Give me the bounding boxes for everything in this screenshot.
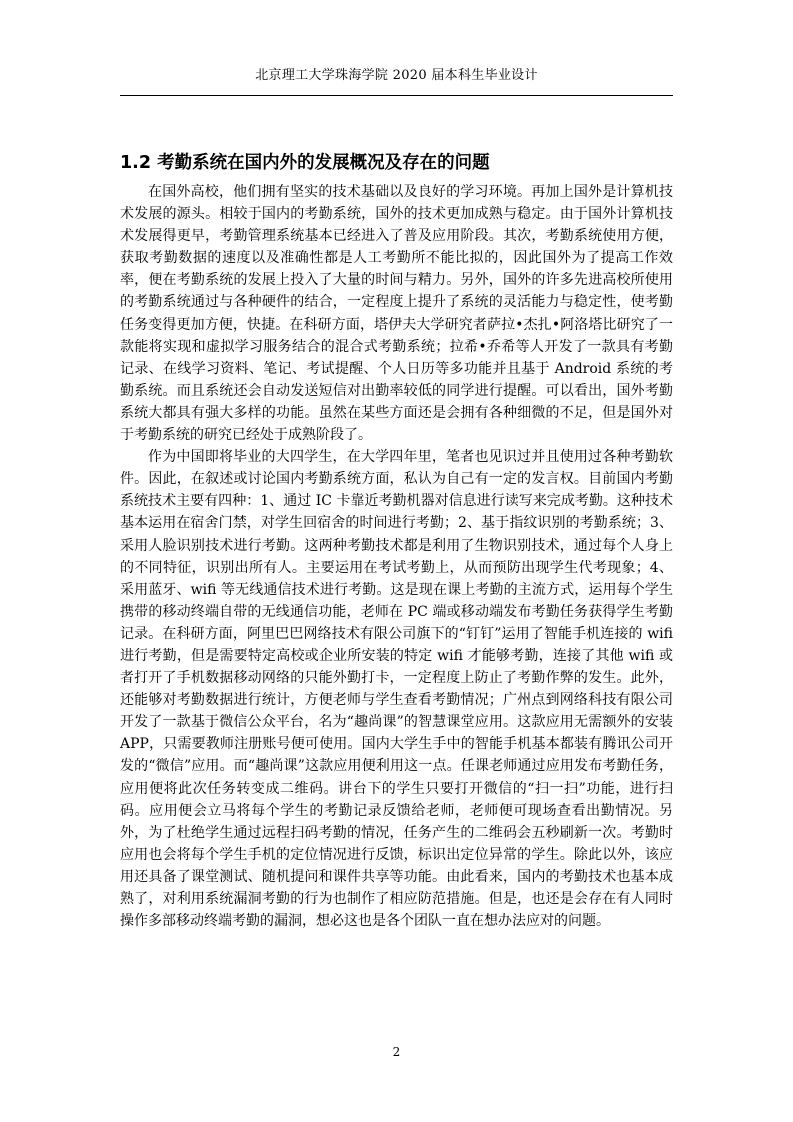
page-number: 2 (392, 1045, 401, 1059)
header-divider (120, 95, 673, 96)
page-header: 北京理工大学珠海学院 2020 届本科生毕业设计 (255, 68, 538, 83)
paragraph-foreign-systems: 在国外高校，他们拥有坚实的技术基础以及良好的学习环境。再加上国外是计算机技术发展的源头。相较于国内的考勤系统，国外的技术更加成熟与稳定。由于国外计算机技术发展得更早，考勤管理系统基本已经进入了普及应用阶段。其次，考勤系统使用方便，获取考勤数据的速度以及准确性都是人工考勤所不能比拟的，因此国外为了提高工作效率，便在考勤系统的发展上投入了大量的时间与精力。另外，国外的许多先进高校所使用的考勤系统通过与各种硬件的结合，一定程度上提升了系统的灵活能力与稳定性，使考勤任务变得更加方便，快捷。在科研方面，塔伊夫大学研究者萨拉•杰扎•阿洛塔比研究了一款能将实现和虚拟学习服务结合的混合式考勤系统；拉希•乔希等人开发了一款具有考勤记录、在线学习资料、笔记、考试提醒、个人日历等多功能并且基于 Android 系统的考勤系统。而且系统还会自动发送短信对出勤率较低的同学进行提醒。可以看出，国外考勤系统大都具有强大多样的功能。虽然在某些方面还是会拥有各种细微的不足，但是国外对于考勤系统的研究已经处于成熟阶段了。 (120, 184, 673, 444)
paragraph-domestic-systems: 作为中国即将毕业的大四学生，在大学四年里，笔者也见识过并且使用过各种考勤软件。因此，在叙述或讨论国内考勤系统方面，私认为自己有一定的发言权。目前国内考勤系统技术主要有四种：1、通过 IC 卡靠近考勤机器对信息进行读写来完成考勤。这种技术基本运用在宿舍门禁，对学生回宿舍的时间进行考勤；2、基于指纹识别的考勤系统；3、采用人脸识别技术进行考勤。这两种考勤技术都是利用了生物识别技术，通过每个人身上的不同特征，识别出所有人。主要运用在考试考勤上，从而预防出现学生代考现象；4、采用蓝牙、wifi 等无线通信技术进行考勤。这是现在课上考勤的主流方式，运用每个学生携带的移动终端自带的无线通信功能，老师在 PC 端或移动端发布考勤任务获得学生考勤记录。在科研方面，阿里巴巴网络技术有限公司旗下的“钉钉”运用了智能手机连接的 wifi 进行考勤，但是需要特定高校或企业所安装的特定 wifi 才能够考勤，连接了其他 wifi 或者打开了手机数据移动网络的只能外勤打卡，一定程度上防止了考勤作弊的发生。此外，还能够对考勤数据进行统计，方便老师与学生查看考勤情况；广州点到网络科技有限公司开发了一款基于微信公众平台，名为“趣尚课”的智慧课堂应用。这款应用无需额外的安装 APP，只需要教师注册账号便可使用。国内大学生手中的智能手机基本都装有腾讯公司开发的“微信”应用。而“趣尚课”这款应用便利用这一点。任课老师通过应用发布考勤任务，应用便将此次任务转变成二维码。讲台下的学生只要打开微信的“扫一扫”功能，进行扫码。应用便会立马将每个学生的考勤记录反馈给老师，老师便可现场查看出勤情况。另外，为了杜绝学生通过远程扫码考勤的情况，任务产生的二维码会五秒刷新一次。考勤时应用也会将每个学生手机的定位情况进行反馈，标识出定位异常的学生。除此以外，该应用还具备了课堂测试、随机提问和课件共享等功能。由此看来，国内的考勤技术也基本成熟了，对利用系统漏洞考勤的行为也制作了相应防范措施。但是，也还是会存在有人同时操作多部移动终端考勤的漏洞，想必这也是各个团队一直在想办法应对的问题。 (120, 449, 673, 930)
section-body (120, 181, 673, 932)
section-heading: 1.2 考勤系统在国内外的发展概况及存在的问题 (120, 153, 490, 173)
